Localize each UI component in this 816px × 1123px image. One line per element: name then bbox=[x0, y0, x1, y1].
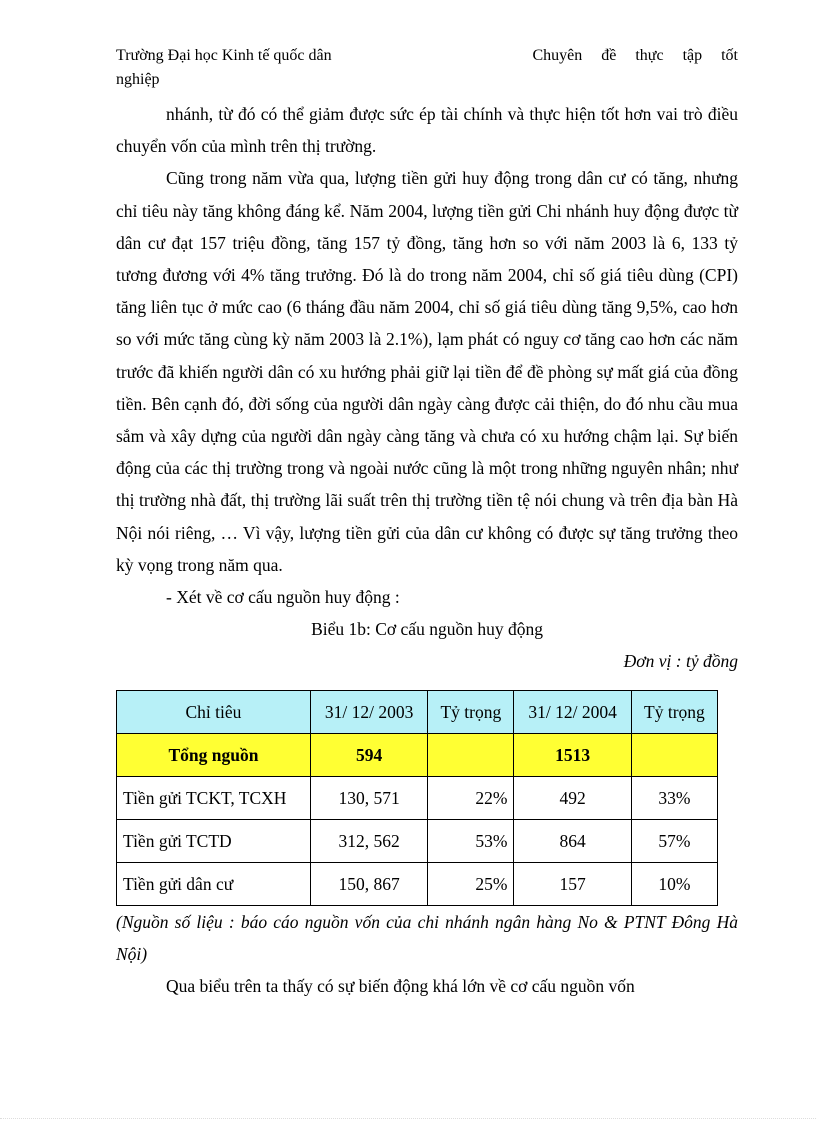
table-cell: 312, 562 bbox=[310, 819, 427, 862]
table-header-cell: 31/ 12/ 2004 bbox=[514, 690, 631, 733]
table-cell: Tiền gửi dân cư bbox=[117, 862, 311, 905]
page-bottom-border bbox=[0, 1118, 816, 1123]
table-cell: 594 bbox=[310, 733, 427, 776]
funding-structure-table bbox=[116, 690, 718, 906]
document-body bbox=[116, 98, 738, 1002]
header-right bbox=[532, 44, 738, 68]
table-cell: 33% bbox=[631, 776, 717, 819]
table-cell: 864 bbox=[514, 819, 631, 862]
header-right-word: tốt bbox=[721, 47, 738, 64]
unit-label: Đơn vị : tỷ đồng bbox=[623, 651, 738, 672]
table-cell: 57% bbox=[631, 819, 717, 862]
header-continuation: nghiệp bbox=[116, 71, 160, 88]
table-cell: Tổng nguồn bbox=[117, 733, 311, 776]
table-cell bbox=[631, 733, 717, 776]
table-header-cell: Chỉ tiêu bbox=[117, 690, 311, 733]
closing-paragraph: Qua biểu trên ta thấy có sự biến động khá lớn về cơ cấu nguồn vốn bbox=[166, 976, 635, 997]
paragraph-2: Cũng trong năm vừa qua, lượng tiền gửi huy động trong dân cư có tăng, nhưng chỉ tiêu này tăng không đáng kể. Năm 2004, lượng tiền gửi Chi nhánh huy động được từ dân cư đạt 157 triệu đồng, tăng 157 tỷ đồng, tăng hơn so với năm 2003 là 6, 133 tỷ tương đương với 4% tăng trưởng. Đó là do trong năm 2004, chỉ số giá tiêu dùng (CPI) tăng liên tục ở mức cao (6 tháng đầu năm 2004, chỉ số giá tiêu dùng tăng 9,5%, cao hơn so với mức tăng cùng kỳ năm 2003 là 2.1%), lạm phát có nguy cơ tăng cao hơn các năm trước đã khiến người dân có xu hướng phải giữ lại tiền để đề phòng sự mất giá của đồng tiền. Bên cạnh đó, đời sống của người dân ngày càng được cải thiện, do đó nhu cầu mua sắm và xây dựng của người dân ngày càng tăng và chưa có xu hướng chậm lại. Sự biến động của các thị trường trong và ngoài nước cũng là một trong những nguyên nhân; như thị trường nhà đất, thị trường lãi suất trên thị trường tiền tệ nói chung và trên địa bàn Hà Nội nói riêng, … Vì vậy, lượng tiền gửi của dân cư không có được sự tăng trưởng theo kỳ vọng trong năm qua. bbox=[116, 168, 738, 575]
table-cell: 10% bbox=[631, 862, 717, 905]
table-row bbox=[117, 862, 718, 905]
table-row bbox=[117, 819, 718, 862]
table-header-cell: 31/ 12/ 2003 bbox=[310, 690, 427, 733]
header-right-word: đề bbox=[601, 47, 617, 64]
table-header-cell: Tỷ trọng bbox=[428, 690, 514, 733]
table-row bbox=[117, 776, 718, 819]
table-cell: 492 bbox=[514, 776, 631, 819]
table-cell: 25% bbox=[428, 862, 514, 905]
table-cell: 150, 867 bbox=[310, 862, 427, 905]
table-header-cell: Tỷ trọng bbox=[631, 690, 717, 733]
bullet-item: - Xét về cơ cấu nguồn huy động : bbox=[166, 587, 400, 608]
header-right-word: Chuyên bbox=[532, 47, 583, 64]
header-right-word: tập bbox=[682, 47, 703, 64]
table-cell: 130, 571 bbox=[310, 776, 427, 819]
data-source-note: (Nguồn số liệu : báo cáo nguồn vốn của chi nhánh ngân hàng No & PTNT Đông Hà Nội) bbox=[116, 911, 738, 964]
table-cell: 22% bbox=[428, 776, 514, 819]
table-cell: 157 bbox=[514, 862, 631, 905]
header-right-word: thực bbox=[635, 47, 664, 64]
table-cell: 1513 bbox=[514, 733, 631, 776]
table-cell bbox=[428, 733, 514, 776]
table-caption: Biểu 1b: Cơ cấu nguồn huy động bbox=[311, 619, 543, 640]
header-left: Trường Đại học Kinh tế quốc dân bbox=[116, 47, 332, 64]
table-total-row bbox=[117, 733, 718, 776]
table-cell: Tiền gửi TCTD bbox=[117, 819, 311, 862]
table-header-row bbox=[117, 690, 718, 733]
table-cell: Tiền gửi TCKT, TCXH bbox=[117, 776, 311, 819]
paragraph-1: nhánh, từ đó có thể giảm được sức ép tài chính và thực hiện tốt hơn vai trò điều chuyển vốn của mình trên thị trường. bbox=[116, 104, 738, 157]
table-cell: 53% bbox=[428, 819, 514, 862]
